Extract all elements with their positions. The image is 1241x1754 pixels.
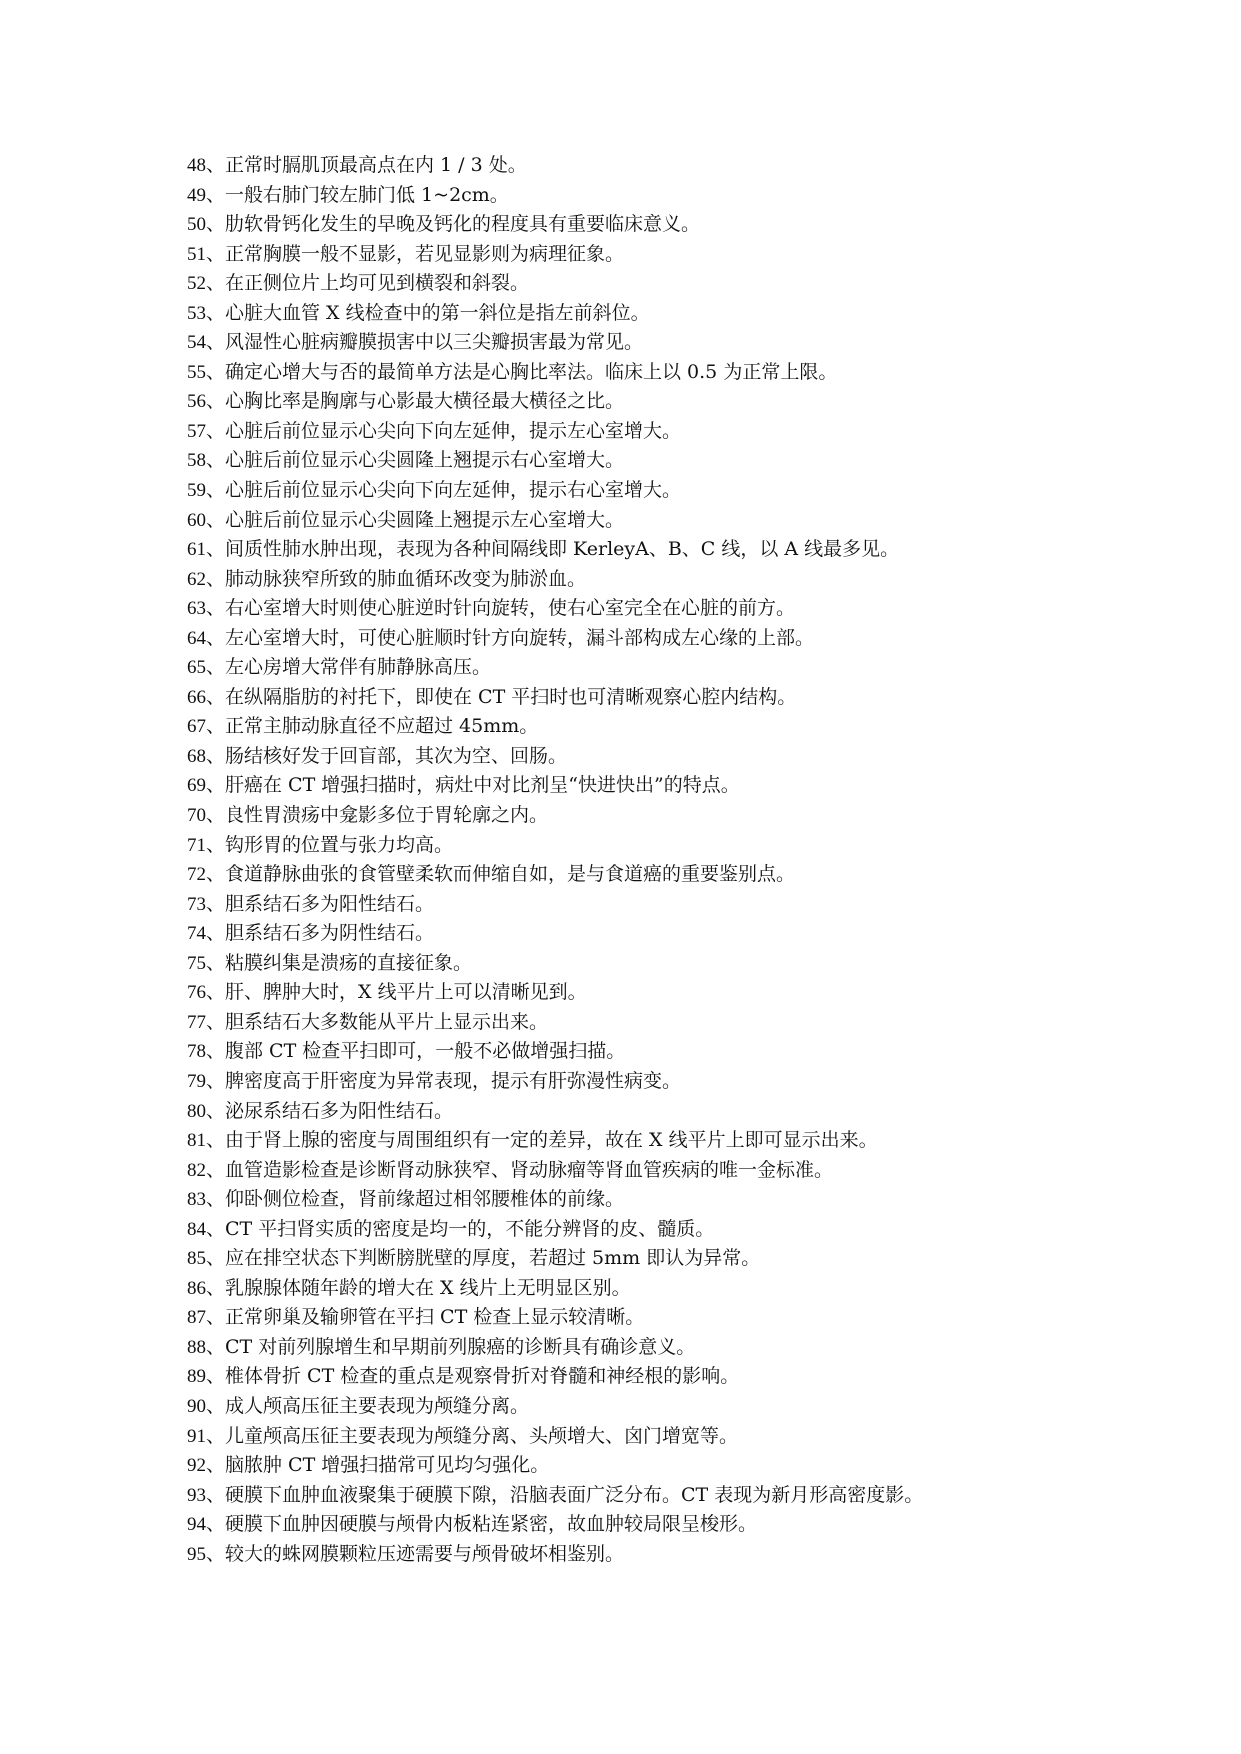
item-number: 50、 <box>187 214 226 236</box>
item-number: 87、 <box>187 1307 226 1329</box>
item-text: 心脏后前位显示心尖向下向左延伸，提示左心室增大。 <box>225 419 682 442</box>
item-number: 57、 <box>187 420 226 442</box>
list-item <box>187 831 1187 861</box>
list-item <box>187 1540 1187 1570</box>
item-text: 椎体骨折 CT 检查的重点是观察骨折对脊髓和神经根的影响。 <box>225 1365 740 1388</box>
item-number: 81、 <box>187 1130 226 1152</box>
item-text: 左心房增大常伴有肺静脉高压。 <box>225 656 492 679</box>
item-text: 良性胃溃疡中龛影多位于胃轮廓之内。 <box>225 804 549 827</box>
item-number: 58、 <box>187 450 226 472</box>
item-number: 53、 <box>187 302 226 324</box>
list-item <box>187 978 1187 1008</box>
item-text: 间质性肺水肿出现，表现为各种间隔线即 KerleyA、B、C 线，以 A 线最多见。 <box>225 538 900 561</box>
list-item <box>187 624 1187 654</box>
list-item <box>187 417 1187 447</box>
list-item <box>187 1215 1187 1245</box>
item-text: 胆系结石多为阴性结石。 <box>225 922 435 945</box>
item-text: 较大的蛛网膜颗粒压迹需要与颅骨破坏相鉴别。 <box>225 1542 625 1565</box>
item-text: 泌尿系结石多为阳性结石。 <box>225 1099 454 1122</box>
statement-list <box>187 151 1187 1569</box>
list-item <box>187 919 1187 949</box>
list-item <box>187 1037 1187 1067</box>
item-number: 48、 <box>187 155 226 176</box>
item-text: 脾密度高于肝密度为异常表现，提示有肝弥漫性病变。 <box>225 1069 682 1092</box>
list-item <box>187 269 1187 299</box>
item-text: 一般右肺门较左肺门低 1~2cm。 <box>225 183 509 206</box>
list-item <box>187 890 1187 920</box>
list-item <box>187 712 1187 742</box>
item-text: 在纵隔脂肪的衬托下，即使在 CT 平扫时也可清晰观察心腔内结构。 <box>225 685 797 708</box>
item-number: 64、 <box>187 627 226 649</box>
list-item <box>187 240 1187 270</box>
list-item <box>187 565 1187 595</box>
item-number: 83、 <box>187 1189 226 1211</box>
list-item <box>187 1481 1187 1511</box>
item-text: 胆系结石大多数能从平片上显示出来。 <box>225 1010 549 1033</box>
item-number: 54、 <box>187 332 226 354</box>
list-item <box>187 1097 1187 1127</box>
item-text: 钩形胃的位置与张力均高。 <box>225 833 454 856</box>
list-item <box>187 1362 1187 1392</box>
item-text: 胆系结石多为阳性结石。 <box>225 892 435 915</box>
item-number: 80、 <box>187 1100 226 1122</box>
item-text: 心脏后前位显示心尖圆隆上翘提示右心室增大。 <box>225 449 625 472</box>
item-text: 食道静脉曲张的食管壁柔软而伸缩自如，是与食道癌的重要鉴别点。 <box>225 863 796 886</box>
item-text: 硬膜下血肿因硬膜与颅骨内板粘连紧密，故血肿较局限呈梭形。 <box>225 1513 758 1536</box>
item-number: 82、 <box>187 1159 226 1181</box>
list-item <box>187 1333 1187 1363</box>
item-number: 70、 <box>187 805 226 827</box>
item-number: 95、 <box>187 1543 226 1565</box>
item-number: 59、 <box>187 480 226 502</box>
item-text: 肝癌在 CT 增强扫描时，病灶中对比剂呈“快进快出”的特点。 <box>225 774 740 797</box>
list-item <box>187 1303 1187 1333</box>
item-number: 52、 <box>187 273 226 295</box>
item-number: 65、 <box>187 657 226 679</box>
item-text: 由于肾上腺的密度与周围组织有一定的差异，故在 X 线平片上即可显示出来。 <box>225 1129 878 1152</box>
list-item <box>187 181 1187 211</box>
item-text: 在正侧位片上均可见到横裂和斜裂。 <box>225 272 530 295</box>
item-text: 应在排空状态下判断膀胱壁的厚度，若超过 5mm 即认为异常。 <box>225 1247 761 1270</box>
item-number: 86、 <box>187 1277 226 1299</box>
list-item <box>187 299 1187 329</box>
list-item <box>187 151 1187 181</box>
item-text: 心胸比率是胸廓与心影最大横径最大横径之比。 <box>225 390 625 413</box>
item-number: 72、 <box>187 864 226 886</box>
item-number: 84、 <box>187 1218 226 1240</box>
item-text: 血管造影检查是诊断肾动脉狭窄、肾动脉瘤等肾血管疾病的唯一金标准。 <box>225 1158 834 1181</box>
item-number: 88、 <box>187 1336 226 1358</box>
list-item <box>187 1392 1187 1422</box>
list-item <box>187 506 1187 536</box>
list-item <box>187 742 1187 772</box>
list-item <box>187 210 1187 240</box>
item-number: 55、 <box>187 361 226 383</box>
item-text: 乳腺腺体随年龄的增大在 X 线片上无明显区别。 <box>225 1276 631 1299</box>
item-text: 心脏大血管 X 线检查中的第一斜位是指左前斜位。 <box>225 301 650 324</box>
item-number: 77、 <box>187 1011 226 1033</box>
item-number: 69、 <box>187 775 226 797</box>
list-item <box>187 328 1187 358</box>
item-number: 66、 <box>187 686 226 708</box>
item-number: 78、 <box>187 1041 226 1063</box>
item-number: 67、 <box>187 716 226 738</box>
item-text: 儿童颅高压征主要表现为颅缝分离、头颅增大、囟门增宽等。 <box>225 1424 739 1447</box>
item-number: 93、 <box>187 1484 226 1506</box>
list-item <box>187 1156 1187 1186</box>
item-number: 90、 <box>187 1395 226 1417</box>
item-text: 心脏后前位显示心尖圆隆上翘提示左心室增大。 <box>225 508 625 531</box>
item-text: 粘膜纠集是溃疡的直接征象。 <box>225 951 473 974</box>
list-item <box>187 387 1187 417</box>
list-item <box>187 1244 1187 1274</box>
item-number: 62、 <box>187 568 226 590</box>
list-item <box>187 1510 1187 1540</box>
item-text: 脑脓肿 CT 增强扫描常可见均匀强化。 <box>225 1454 550 1477</box>
item-text: 成人颅高压征主要表现为颅缝分离。 <box>225 1394 530 1417</box>
item-number: 91、 <box>187 1425 226 1447</box>
item-number: 61、 <box>187 539 226 561</box>
item-number: 71、 <box>187 834 226 856</box>
list-item <box>187 1422 1187 1452</box>
item-text: 确定心增大与否的最简单方法是心胸比率法。临床上以 0.5 为正常上限。 <box>225 360 838 383</box>
item-text: 肠结核好发于回盲部，其次为空、回肠。 <box>225 744 568 767</box>
item-text: 肝、脾肿大时，X 线平片上可以清晰见到。 <box>225 981 587 1004</box>
item-text: 风湿性心脏病瓣膜损害中以三尖瓣损害最为常见。 <box>225 331 644 354</box>
list-item <box>187 801 1187 831</box>
list-item <box>187 358 1187 388</box>
item-text: 右心室增大时则使心脏逆时针向旋转，使右心室完全在心脏的前方。 <box>225 597 796 620</box>
item-number: 75、 <box>187 952 226 974</box>
item-number: 68、 <box>187 745 226 767</box>
item-number: 94、 <box>187 1514 226 1536</box>
list-item <box>187 860 1187 890</box>
list-item <box>187 1126 1187 1156</box>
item-text: 正常主肺动脉直径不应超过 45mm。 <box>225 715 539 738</box>
item-number: 56、 <box>187 391 226 413</box>
item-number: 60、 <box>187 509 226 531</box>
item-text: 仰卧侧位检查，肾前缘超过相邻腰椎体的前缘。 <box>225 1188 625 1211</box>
item-text: 腹部 CT 检查平扫即可，一般不必做增强扫描。 <box>225 1040 626 1063</box>
item-number: 92、 <box>187 1455 226 1477</box>
item-number: 76、 <box>187 982 226 1004</box>
list-item <box>187 594 1187 624</box>
item-text: 正常胸膜一般不显影，若见显影则为病理征象。 <box>225 242 625 265</box>
item-number: 63、 <box>187 598 226 620</box>
list-item <box>187 1451 1187 1481</box>
list-item <box>187 1008 1187 1038</box>
list-item <box>187 653 1187 683</box>
list-item <box>187 1274 1187 1304</box>
item-number: 49、 <box>187 184 226 206</box>
list-item <box>187 1185 1187 1215</box>
item-number: 85、 <box>187 1248 226 1270</box>
list-item <box>187 683 1187 713</box>
list-item <box>187 476 1187 506</box>
list-item <box>187 446 1187 476</box>
item-text: 心脏后前位显示心尖向下向左延伸，提示右心室增大。 <box>225 479 682 502</box>
item-number: 73、 <box>187 893 226 915</box>
item-number: 51、 <box>187 243 226 265</box>
item-text: CT 对前列腺增生和早期前列腺癌的诊断具有确诊意义。 <box>225 1335 696 1358</box>
list-item <box>187 771 1187 801</box>
item-text: 肺动脉狭窄所致的肺血循环改变为肺淤血。 <box>225 567 587 590</box>
list-item <box>187 1067 1187 1097</box>
list-item <box>187 535 1187 565</box>
item-number: 74、 <box>187 923 226 945</box>
item-number: 79、 <box>187 1070 226 1092</box>
item-text: CT 平扫肾实质的密度是均一的，不能分辨肾的皮、髓质。 <box>225 1217 715 1240</box>
list-item <box>187 949 1187 979</box>
item-text: 肋软骨钙化发生的早晚及钙化的程度具有重要临床意义。 <box>225 213 701 236</box>
item-text: 硬膜下血肿血液聚集于硬膜下隙，沿脑表面广泛分布。CT 表现为新月形高密度影。 <box>225 1483 924 1506</box>
item-text: 正常卵巢及输卵管在平扫 CT 检查上显示较清晰。 <box>225 1306 645 1329</box>
item-text: 左心室增大时，可使心脏顺时针方向旋转，漏斗部构成左心缘的上部。 <box>225 626 815 649</box>
item-text: 正常时膈肌顶最高点在内 1 / 3 处。 <box>225 154 527 176</box>
item-number: 89、 <box>187 1366 226 1388</box>
